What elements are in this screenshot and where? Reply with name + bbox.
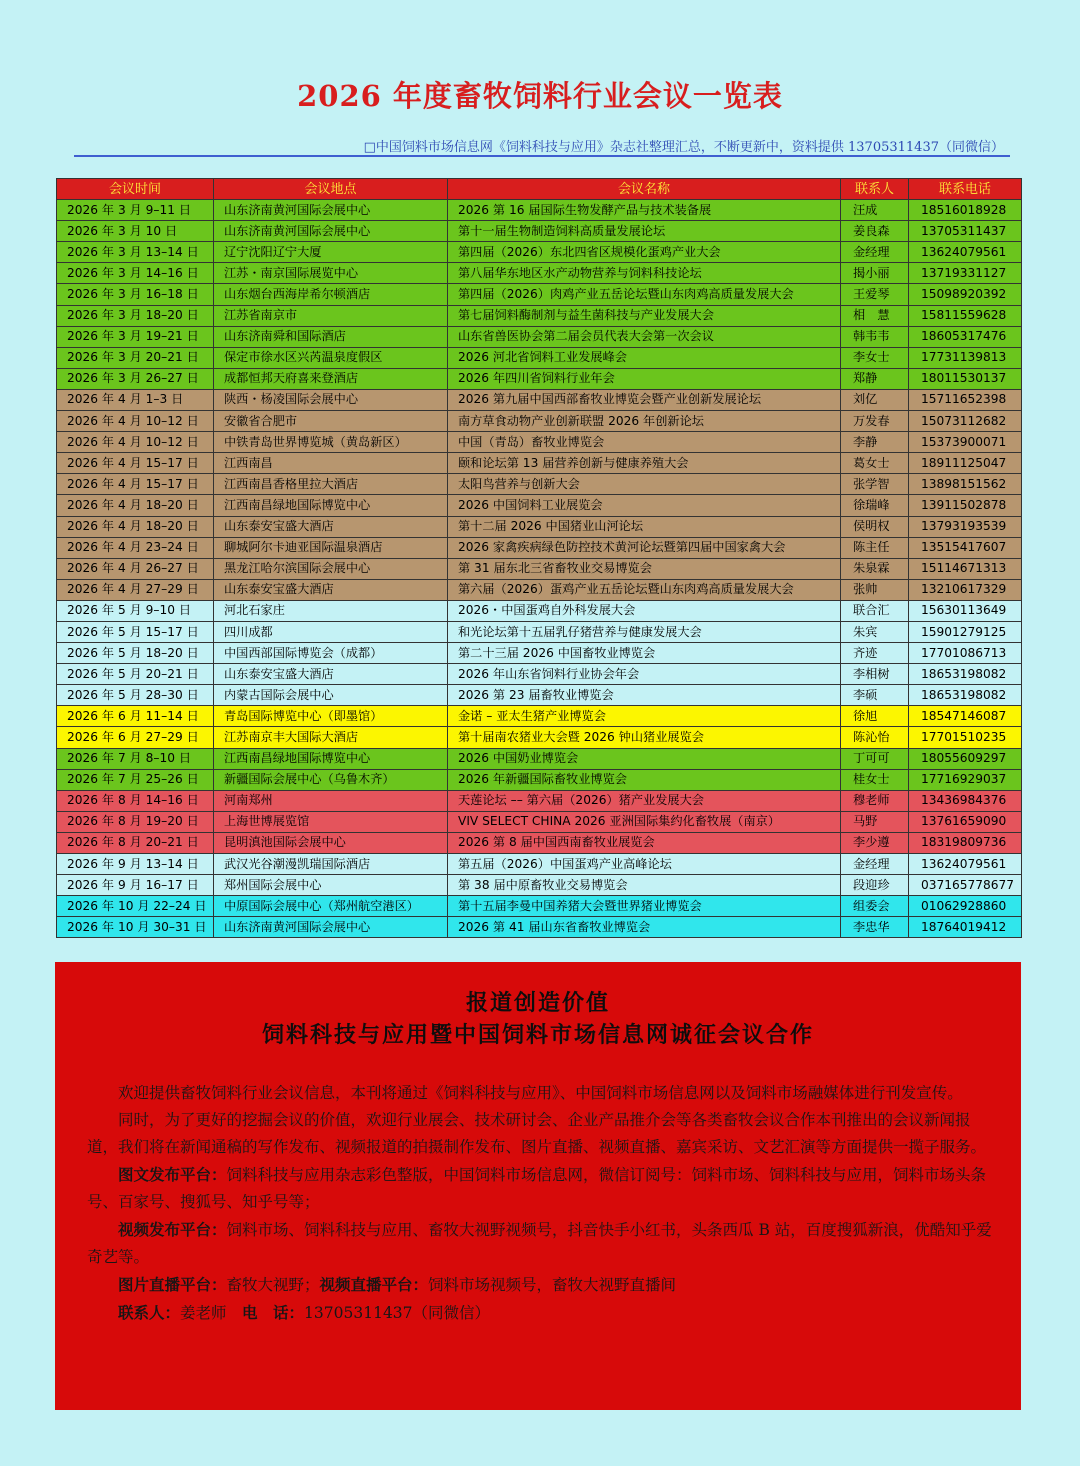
contact-phone: 13705311437（同微信） <box>304 1304 491 1322</box>
cell-date: 2026 年 3 月 20–21 日 <box>57 347 214 368</box>
cell-venue: 山东烟台西海岸希尔顿酒店 <box>214 284 448 305</box>
table-row <box>57 263 1022 284</box>
cell-venue: 山东泰安宝盛大酒店 <box>214 516 448 537</box>
cell-phone: 13210617329 <box>909 579 1022 600</box>
cell-date: 2026 年 8 月 20–21 日 <box>57 832 214 853</box>
cell-date: 2026 年 3 月 14–16 日 <box>57 263 214 284</box>
cell-venue: 聊城阿尔卡迪亚国际温泉酒店 <box>214 537 448 558</box>
table-row <box>57 305 1022 326</box>
cell-contact: 揭小丽 <box>841 263 909 284</box>
table-row <box>57 706 1022 727</box>
cell-contact: 组委会 <box>841 896 909 917</box>
cell-date: 2026 年 5 月 20–21 日 <box>57 664 214 685</box>
cell-date: 2026 年 3 月 9–11 日 <box>57 200 214 221</box>
cell-venue: 中国西部国际博览会（成都） <box>214 643 448 664</box>
cooperation-banner <box>55 962 1021 1410</box>
cell-phone: 15630113649 <box>909 600 1022 621</box>
table-row <box>57 854 1022 875</box>
cell-venue: 青岛国际博览中心（即墨馆） <box>214 706 448 727</box>
cell-date: 2026 年 5 月 15–17 日 <box>57 621 214 642</box>
table-body <box>57 200 1022 938</box>
cell-phone: 13898151562 <box>909 474 1022 495</box>
cell-venue: 山东济南黄河国际会展中心 <box>214 221 448 242</box>
cell-date: 2026 年 4 月 10–12 日 <box>57 432 214 453</box>
cell-contact: 万发春 <box>841 411 909 432</box>
table-row <box>57 242 1022 263</box>
cell-venue: 成都恒邦天府喜来登酒店 <box>214 368 448 389</box>
table-row <box>57 875 1022 896</box>
cell-contact: 王爱琴 <box>841 284 909 305</box>
cell-contact: 张帅 <box>841 579 909 600</box>
contact-label: 联系人： <box>118 1303 181 1322</box>
cell-venue: 新疆国际会展中心（乌鲁木齐） <box>214 769 448 790</box>
cell-name: 2026・中国蛋鸡自外科发展大会 <box>448 600 841 621</box>
banner-contact <box>87 1299 999 1327</box>
cell-phone: 18055609297 <box>909 748 1022 769</box>
cell-name: 第五届（2026）中国蛋鸡产业高峰论坛 <box>448 854 841 875</box>
cell-date: 2026 年 3 月 26–27 日 <box>57 368 214 389</box>
cell-contact: 郑静 <box>841 368 909 389</box>
cell-venue: 辽宁沈阳辽宁大厦 <box>214 242 448 263</box>
cell-contact: 张学智 <box>841 474 909 495</box>
platform-text: 饲料市场视频号，畜牧大视野直播间 <box>428 1276 677 1294</box>
banner-paragraph <box>87 1216 999 1271</box>
cell-name: 第十一届生物制造饲料高质量发展论坛 <box>448 221 841 242</box>
cell-phone: 15901279125 <box>909 621 1022 642</box>
cell-contact: 相 慧 <box>841 305 909 326</box>
cell-contact: 徐旭 <box>841 706 909 727</box>
cell-date: 2026 年 3 月 16–18 日 <box>57 284 214 305</box>
cell-contact: 刘亿 <box>841 389 909 410</box>
contact-name: 姜老师 <box>180 1304 243 1322</box>
cell-phone: 17701086713 <box>909 643 1022 664</box>
cell-date: 2026 年 8 月 19–20 日 <box>57 811 214 832</box>
table-row <box>57 389 1022 410</box>
cell-date: 2026 年 7 月 8–10 日 <box>57 748 214 769</box>
cell-date: 2026 年 10 月 30–31 日 <box>57 917 214 938</box>
cell-phone: 18653198082 <box>909 664 1022 685</box>
cell-name: 2026 河北省饲料工业发展峰会 <box>448 347 841 368</box>
cell-phone: 13719331127 <box>909 263 1022 284</box>
cell-date: 2026 年 10 月 22–24 日 <box>57 896 214 917</box>
cell-phone: 15373900071 <box>909 432 1022 453</box>
cell-venue: 上海世博展览馆 <box>214 811 448 832</box>
header-name: 会议名称 <box>448 179 841 200</box>
cell-contact: 朱宾 <box>841 621 909 642</box>
cell-contact: 李女士 <box>841 347 909 368</box>
cell-contact: 徐瑞峰 <box>841 495 909 516</box>
cell-contact: 侯明权 <box>841 516 909 537</box>
cell-name: VIV SELECT CHINA 2026 亚洲国际集约化畜牧展（南京） <box>448 811 841 832</box>
cell-venue: 江西南昌绿地国际博览中心 <box>214 748 448 769</box>
cell-venue: 山东泰安宝盛大酒店 <box>214 579 448 600</box>
banner-heading: 报道创造价值 <box>465 990 610 1016</box>
cell-phone: 17701510235 <box>909 727 1022 748</box>
cell-venue: 昆明滇池国际会展中心 <box>214 832 448 853</box>
cell-phone: 18319809736 <box>909 832 1022 853</box>
table-row <box>57 579 1022 600</box>
cell-date: 2026 年 4 月 1–3 日 <box>57 389 214 410</box>
cell-contact: 陈沁怡 <box>841 727 909 748</box>
platform-label: 视频直播平台： <box>319 1275 429 1294</box>
cell-phone: 18516018928 <box>909 200 1022 221</box>
cell-date: 2026 年 4 月 26–27 日 <box>57 558 214 579</box>
table-row <box>57 453 1022 474</box>
banner-paragraph: 同时，为了更好的挖掘会议的价值，欢迎行业展会、技术研讨会、企业产品推介会等各类畜牧会议合作本刊推出的会议新闻报道，我们将在新闻通稿的写作发布、视频报道的拍摄制作发布、图片直播、视频直播、嘉宾采访、文艺汇演等方面提供一揽子服务。 <box>87 1111 987 1156</box>
cell-date: 2026 年 3 月 10 日 <box>57 221 214 242</box>
table-row <box>57 495 1022 516</box>
table-row <box>57 347 1022 368</box>
cell-name: 2026 年新疆国际畜牧业博览会 <box>448 769 841 790</box>
cell-name: 第十五届李曼中国养猪大会暨世界猪业博览会 <box>448 896 841 917</box>
source-note: □中国饲料市场信息网《饲料科技与应用》杂志社整理汇总，不断更新中，资料提供 13705311437（同微信） <box>363 140 1004 155</box>
cell-phone: 15711652398 <box>909 389 1022 410</box>
cell-date: 2026 年 4 月 18–20 日 <box>57 495 214 516</box>
cell-name: 2026 第 23 届畜牧业博览会 <box>448 685 841 706</box>
cell-contact: 汪成 <box>841 200 909 221</box>
cell-name: 第十二届 2026 中国猪业山河论坛 <box>448 516 841 537</box>
cell-name: 山东省兽医协会第二届会员代表大会第一次会议 <box>448 326 841 347</box>
cell-name: 2026 中国饲料工业展览会 <box>448 495 841 516</box>
table-row <box>57 558 1022 579</box>
cell-date: 2026 年 4 月 27–29 日 <box>57 579 214 600</box>
cell-name: 2026 年山东省饲料行业协会年会 <box>448 664 841 685</box>
table-row <box>57 516 1022 537</box>
platform-text: 畜牧大视野； <box>226 1276 320 1294</box>
page-title: 2026 年度畜牧饲料行业会议一览表 <box>297 79 783 113</box>
conference-table <box>56 178 1022 938</box>
cell-contact: 韩韦韦 <box>841 326 909 347</box>
cell-name: 第十届南农猪业大会暨 2026 钟山猪业展览会 <box>448 727 841 748</box>
cell-date: 2026 年 9 月 16–17 日 <box>57 875 214 896</box>
cell-phone: 15811559628 <box>909 305 1022 326</box>
cell-phone: 18547146087 <box>909 706 1022 727</box>
table-row <box>57 368 1022 389</box>
cell-name: 中国（青岛）畜牧业博览会 <box>448 432 841 453</box>
cell-venue: 黑龙江哈尔滨国际会展中心 <box>214 558 448 579</box>
cell-venue: 四川成都 <box>214 621 448 642</box>
table-row <box>57 200 1022 221</box>
table-row <box>57 284 1022 305</box>
cell-phone: 13761659090 <box>909 811 1022 832</box>
table-row <box>57 411 1022 432</box>
cell-venue: 河北石家庄 <box>214 600 448 621</box>
cell-contact: 金经理 <box>841 242 909 263</box>
cell-date: 2026 年 9 月 13–14 日 <box>57 854 214 875</box>
cell-name: 南方草食动物产业创新联盟 2026 年创新论坛 <box>448 411 841 432</box>
cell-contact: 马野 <box>841 811 909 832</box>
cell-phone: 18911125047 <box>909 453 1022 474</box>
table-header-row <box>57 179 1022 200</box>
banner-paragraph <box>87 1271 999 1299</box>
table-row <box>57 685 1022 706</box>
table-row <box>57 832 1022 853</box>
cell-venue: 江苏南京丰大国际大酒店 <box>214 727 448 748</box>
cell-contact: 葛女士 <box>841 453 909 474</box>
cell-name: 和光论坛第十五届乳仔猪营养与健康发展大会 <box>448 621 841 642</box>
banner-subheading: 饲料科技与应用暨中国饲料市场信息网诚征会议合作 <box>261 1022 814 1048</box>
table-row <box>57 748 1022 769</box>
cell-phone: 13705311437 <box>909 221 1022 242</box>
table-row <box>57 769 1022 790</box>
cell-venue: 山东济南黄河国际会展中心 <box>214 200 448 221</box>
cell-name: 2026 第 16 届国际生物发酵产品与技术装备展 <box>448 200 841 221</box>
cell-name: 第六届（2026）蛋鸡产业五岳论坛暨山东肉鸡高质量发展大会 <box>448 579 841 600</box>
cell-phone: 18653198082 <box>909 685 1022 706</box>
cell-phone: 15073112682 <box>909 411 1022 432</box>
cell-phone: 037165778677 <box>909 875 1022 896</box>
table-row <box>57 537 1022 558</box>
cell-date: 2026 年 3 月 13–14 日 <box>57 242 214 263</box>
cell-contact: 丁可可 <box>841 748 909 769</box>
banner-paragraph: 欢迎提供畜牧饲料行业会议信息，本刊将通过《饲料科技与应用》、中国饲料市场信息网以及饲料市场融媒体进行刊发宣传。 <box>118 1084 963 1102</box>
cell-date: 2026 年 4 月 23–24 日 <box>57 537 214 558</box>
cell-phone: 13624079561 <box>909 242 1022 263</box>
cell-venue: 山东济南黄河国际会展中心 <box>214 917 448 938</box>
cell-name: 天莲论坛 –– 第六届（2026）猪产业发展大会 <box>448 790 841 811</box>
cell-name: 第四届（2026）东北四省区规模化蛋鸡产业大会 <box>448 242 841 263</box>
cell-venue: 武汉光谷潮漫凯瑞国际酒店 <box>214 854 448 875</box>
cell-date: 2026 年 5 月 28–30 日 <box>57 685 214 706</box>
cell-name: 第四届（2026）肉鸡产业五岳论坛暨山东肉鸡高质量发展大会 <box>448 284 841 305</box>
cell-phone: 18605317476 <box>909 326 1022 347</box>
banner-paragraph <box>87 1161 999 1216</box>
cell-phone: 18764019412 <box>909 917 1022 938</box>
table-row <box>57 727 1022 748</box>
cell-venue: 江西南昌香格里拉大酒店 <box>214 474 448 495</box>
cell-name: 2026 年四川省饲料行业年会 <box>448 368 841 389</box>
cell-phone: 13515417607 <box>909 537 1022 558</box>
cell-phone: 15114671313 <box>909 558 1022 579</box>
cell-name: 颐和论坛第 13 届营养创新与健康养殖大会 <box>448 453 841 474</box>
table-row <box>57 474 1022 495</box>
header-date: 会议时间 <box>57 179 214 200</box>
cell-venue: 江苏・南京国际展览中心 <box>214 263 448 284</box>
cell-contact: 李相树 <box>841 664 909 685</box>
cell-phone: 15098920392 <box>909 284 1022 305</box>
table-row <box>57 811 1022 832</box>
table-row <box>57 326 1022 347</box>
cell-name: 第八届华东地区水产动物营养与饲料科技论坛 <box>448 263 841 284</box>
table-row <box>57 432 1022 453</box>
cell-venue: 江西南昌 <box>214 453 448 474</box>
cell-name: 第二十三届 2026 中国畜牧业博览会 <box>448 643 841 664</box>
cell-contact: 李少遵 <box>841 832 909 853</box>
table-row <box>57 600 1022 621</box>
table-row <box>57 621 1022 642</box>
cell-venue: 中原国际会展中心（郑州航空港区） <box>214 896 448 917</box>
platform-text: 饲料科技与应用杂志彩色整版，中国饲料市场信息网，微信订阅号：饲料市场、饲料科技与应用，饲料市场头条号、百家号、搜狐号、知乎号等； <box>87 1166 987 1211</box>
cell-contact: 段迎珍 <box>841 875 909 896</box>
cell-contact: 金经理 <box>841 854 909 875</box>
header-contact: 联系人 <box>841 179 909 200</box>
cell-name: 第 38 届中原畜牧业交易博览会 <box>448 875 841 896</box>
cell-contact: 齐迹 <box>841 643 909 664</box>
cell-name: 2026 第 41 届山东省畜牧业博览会 <box>448 917 841 938</box>
platform-label: 图片直播平台： <box>118 1275 227 1294</box>
table-row <box>57 790 1022 811</box>
cell-contact: 李静 <box>841 432 909 453</box>
cell-venue: 安徽省合肥市 <box>214 411 448 432</box>
header-venue: 会议地点 <box>214 179 448 200</box>
cell-venue: 山东泰安宝盛大酒店 <box>214 664 448 685</box>
cell-date: 2026 年 4 月 15–17 日 <box>57 453 214 474</box>
cell-phone: 13624079561 <box>909 854 1022 875</box>
cell-contact: 穆老师 <box>841 790 909 811</box>
cell-contact: 朱泉霖 <box>841 558 909 579</box>
banner-body <box>87 1080 999 1327</box>
cell-phone: 17716929037 <box>909 769 1022 790</box>
platform-label: 图文发布平台： <box>118 1165 227 1184</box>
cell-contact: 桂女士 <box>841 769 909 790</box>
cell-contact: 姜良森 <box>841 221 909 242</box>
cell-name: 2026 家禽疾病绿色防控技术黄河论坛暨第四届中国家禽大会 <box>448 537 841 558</box>
cell-date: 2026 年 6 月 27–29 日 <box>57 727 214 748</box>
cell-contact: 李硕 <box>841 685 909 706</box>
cell-phone: 13436984376 <box>909 790 1022 811</box>
cell-venue: 内蒙古国际会展中心 <box>214 685 448 706</box>
cell-phone: 18011530137 <box>909 368 1022 389</box>
cell-contact: 陈主任 <box>841 537 909 558</box>
header-phone: 联系电话 <box>909 179 1022 200</box>
table-row <box>57 643 1022 664</box>
cell-phone: 13793193539 <box>909 516 1022 537</box>
cell-venue: 山东济南舜和国际酒店 <box>214 326 448 347</box>
cell-phone: 01062928860 <box>909 896 1022 917</box>
cell-date: 2026 年 4 月 10–12 日 <box>57 411 214 432</box>
cell-name: 太阳鸟营养与创新大会 <box>448 474 841 495</box>
cell-date: 2026 年 4 月 15–17 日 <box>57 474 214 495</box>
cell-date: 2026 年 8 月 14–16 日 <box>57 790 214 811</box>
cell-venue: 河南郑州 <box>214 790 448 811</box>
table-row <box>57 917 1022 938</box>
cell-venue: 保定市徐水区兴芮温泉度假区 <box>214 347 448 368</box>
cell-name: 2026 第 8 届中国西南畜牧业展览会 <box>448 832 841 853</box>
cell-name: 2026 中国奶业博览会 <box>448 748 841 769</box>
cell-name: 2026 第九届中国西部畜牧业博览会暨产业创新发展论坛 <box>448 389 841 410</box>
cell-name: 金诺 – 亚太生猪产业博览会 <box>448 706 841 727</box>
cell-date: 2026 年 6 月 11–14 日 <box>57 706 214 727</box>
title-divider <box>74 155 1010 157</box>
cell-venue: 江西南昌绿地国际博览中心 <box>214 495 448 516</box>
cell-contact: 联合汇 <box>841 600 909 621</box>
cell-venue: 陕西・杨凌国际会展中心 <box>214 389 448 410</box>
cell-date: 2026 年 3 月 18–20 日 <box>57 305 214 326</box>
cell-name: 第 31 届东北三省畜牧业交易博览会 <box>448 558 841 579</box>
cell-contact: 李忠华 <box>841 917 909 938</box>
platform-label: 视频发布平台： <box>118 1220 227 1239</box>
table-row <box>57 221 1022 242</box>
platform-text: 饲料市场、饲料科技与应用、畜牧大视野视频号，抖音快手小红书，头条西瓜 B 站，百度搜狐新浪，优酷知乎爱奇艺等。 <box>87 1221 992 1266</box>
cell-date: 2026 年 7 月 25–26 日 <box>57 769 214 790</box>
cell-phone: 17731139813 <box>909 347 1022 368</box>
cell-date: 2026 年 3 月 19–21 日 <box>57 326 214 347</box>
cell-date: 2026 年 5 月 9–10 日 <box>57 600 214 621</box>
cell-date: 2026 年 4 月 18–20 日 <box>57 516 214 537</box>
cell-venue: 郑州国际会展中心 <box>214 875 448 896</box>
cell-phone: 13911502878 <box>909 495 1022 516</box>
cell-name: 第七届饲料酶制剂与益生菌科技与产业发展大会 <box>448 305 841 326</box>
table-row <box>57 896 1022 917</box>
phone-label: 电 话： <box>242 1303 305 1322</box>
cell-venue: 中铁青岛世界博览城（黄岛新区） <box>214 432 448 453</box>
cell-venue: 江苏省南京市 <box>214 305 448 326</box>
table-row <box>57 664 1022 685</box>
cell-date: 2026 年 5 月 18–20 日 <box>57 643 214 664</box>
